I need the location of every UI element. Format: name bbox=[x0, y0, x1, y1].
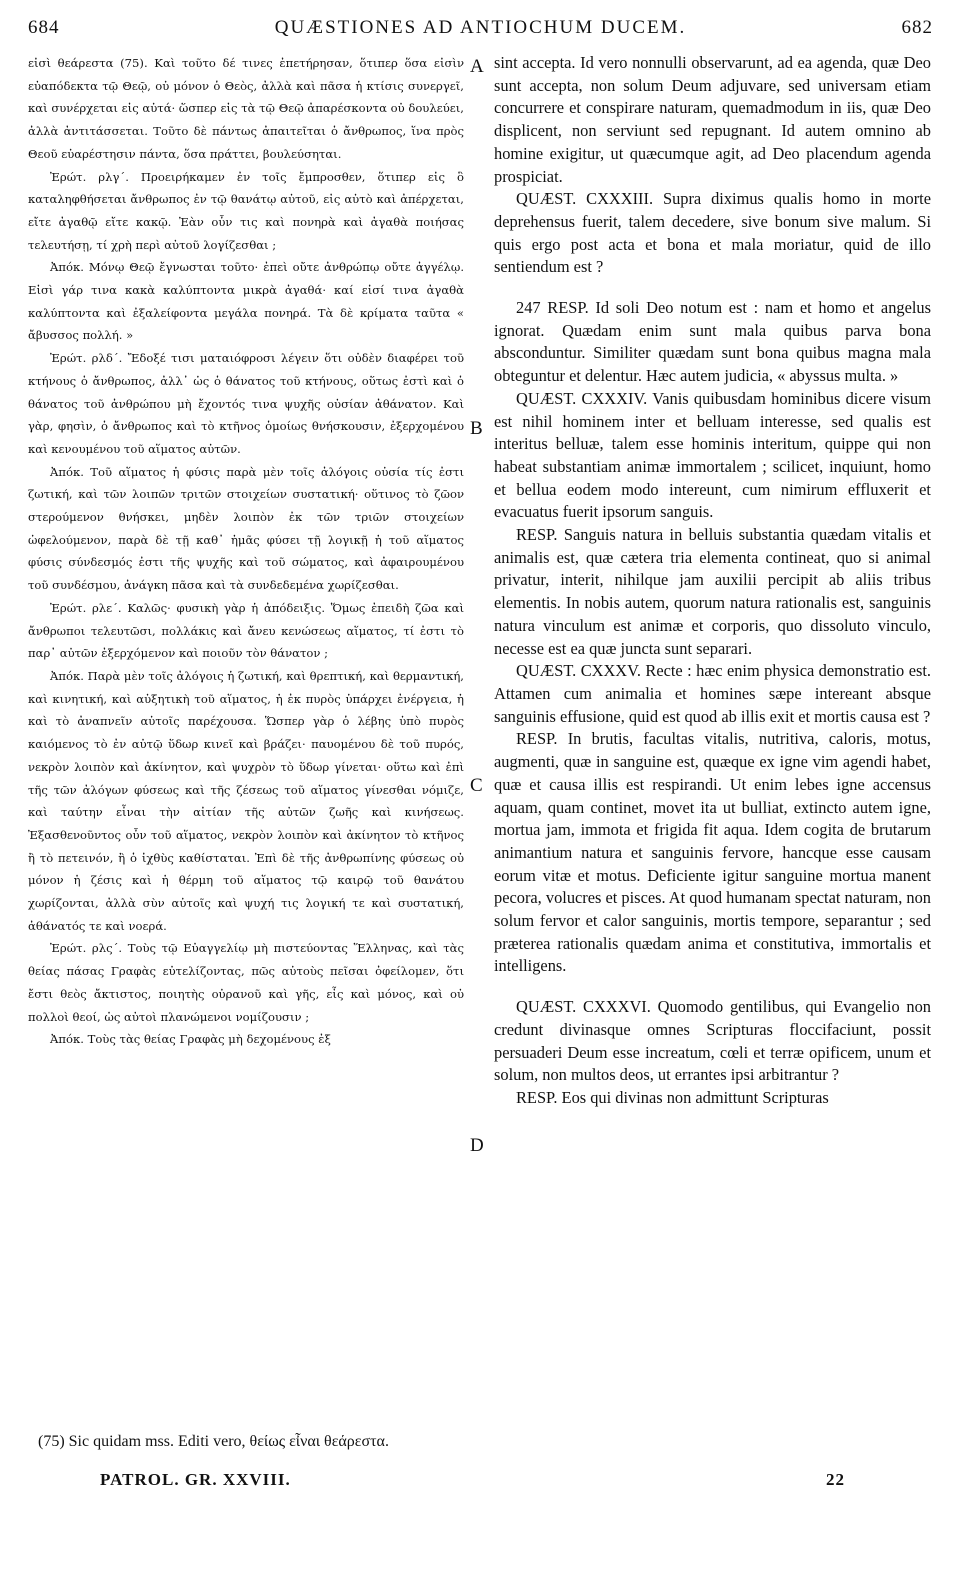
margin-letter-a: A bbox=[470, 56, 484, 77]
greek-paragraph: Ἐρώτ. ρλγ΄. Προειρήκαμεν ἐν τοῖς ἔμπροσθεν, ὅτιπερ εἰς ὃ καταληφθήσεται ἄνθρωπος ἐν τῷ θανάτῳ αὐτοῦ, εἰς αὐτὸ καὶ ἀπέρχεται, εἴτε ἀγαθῷ εἴτε κακῷ. Ἐὰν οὖν τις καὶ πονηρὰ καὶ ἀγαθὰ ποιήσας τελευτήσῃ, τί χρὴ περὶ αὐτοῦ λογίζεσθαι ; bbox=[28, 169, 464, 252]
latin-paragraph: QUÆST. CXXXIII. Supra diximus qualis homo in morte deprehensus fuerit, talem decedere, sive bonum sive malum. Si quis ergo post acta et bona et mala moriatur, quid de illo sentiendum est ? bbox=[494, 189, 931, 277]
greek-paragraph: Ἀπόκ. Παρὰ μὲν τοῖς ἀλόγοις ἡ ζωτική, καὶ θρεπτική, καὶ θερμαντική, καὶ κινητική, καὶ αὐξητικὴ τοῦ αἵματος, ἡ ἐκ πυρὸς ὑπάρχει ἐνέργεια, ἡ καὶ τὸ ἀναπνεῖν αὐτοῖς παρέχουσα. Ὥσπερ γὰρ ὁ λέβης ὑπὸ πυρὸς καιόμενος τὸ ἐν αὐτῷ ὕδωρ κινεῖ καὶ βράζει· παυομένου δὲ τοῦ πυρός, νεκρὸν λοιπὸν καὶ ἀκίνητον, καὶ ψυχρὸν τὸ ὕδωρ γίνεται· οὕτω καὶ ἐπὶ τῆς τῶν ἀλόγων φύσεως καὶ τῆς ζέσεως τοῦ αἵματος γίνεσθαι νόμιζε, καὶ ταύτην εἶναι τὴν αἰτίαν τῆς αὐτῶν ζωῆς καὶ κινήσεως. Ἐξασθενοῦντος οὖν τοῦ αἵματος, νεκρὸν λοιπὸν καὶ ἀκίνητον τὸ κτῆνος ἢ τὸ πετεινόν, ἢ ὁ ἰχθὺς καθίσταται. Ἐπὶ δὲ τῆς ἀνθρωπίνης φύσεως οὐ μόνον ἡ ζέσις καὶ ἡ θέρμη τοῦ αἵματος τῷ καιρῷ τοῦ θανάτου χωρίζονται, ἀλλὰ σὺν αὐτοῖς καὶ ψυχή τις λογική τε καὶ συστατική, ἀθάνατός τε καὶ νοερά. bbox=[28, 668, 464, 933]
greek-paragraph: Ἐρώτ. ρλς΄. Τοὺς τῷ Εὐαγγελίῳ μὴ πιστεύοντας Ἕλληνας, καὶ τὰς θείας πάσας Γραφὰς εὐτελίζοντας, πῶς αὐτοὺς πεῖσαι ὀφείλομεν, ὅτι ἔστι θεὸς ἄκτιστος, ποιητὴς οὐρανοῦ καὶ γῆς, εἷς καὶ μόνος, καὶ οὐ πολλοὶ θεοί, ὡς αὐτοὶ πλανώμενοι νομίζουσιν ; bbox=[28, 941, 464, 1024]
page-footer bbox=[100, 1470, 845, 1490]
latin-paragraph: RESP. In brutis, facultas vitalis, nutritiva, caloris, motus, augmenti, quæ in sanguine est, quæque ex igne vim agendi habet, quæ et causa illis est respirandi. Ut enim lebes igne accensus aquam, quam continet, movet ita ut bulliat, extincto autem igne, mortua jam, immota et frigida fit aqua. Idem cogita de brutarum animantium natura et sanguinis fervore, hancque esse causam eorum vitæ et motus. Deficiente igitur sanguine mortua manent pecora, volucres et pisces. At quod humanam spectat naturam, non solum fervor et calor sanguinis, mortis tempore, separantur ; sed præterea rationalis quædam anima et constitutiva, immortalis et intelligens. bbox=[494, 729, 931, 976]
running-header bbox=[28, 12, 933, 44]
right-page-number: 682 bbox=[901, 17, 933, 38]
latin-paragraph: 247 RESP. Id soli Deo notum est : nam et homo et angelus ignorat. Quædam enim sunt mala quibus parva bona absconduntur. Similiter quædam sunt bona quibus magna mala obteguntur et delentur. Hæc autem judicia, « abyssus multa. » bbox=[494, 298, 931, 386]
greek-paragraph: Ἐρώτ. ρλε΄. Καλῶς· φυσικὴ γὰρ ἡ ἀπόδειξις. Ὅμως ἐπειδὴ ζῶα καὶ ἄνθρωποι τελευτῶσι, πολλάκις καὶ ἄνευ κενώσεως αἵματος, τί ἐστι τὸ παρ᾽ αὐτῶν ἐξερχόμενον καὶ ποιοῦν τὸν θάνατον ; bbox=[28, 600, 464, 661]
margin-letter-b: B bbox=[470, 418, 483, 439]
paragraph-gap bbox=[494, 279, 931, 297]
latin-paragraph: QUÆST. CXXXV. Recte : hæc enim physica demonstratio est. Attamen cum animalia et homines sæpe intereant absque sanguinis effusione, quid est quod ab illis exit et mortis causa est ? bbox=[494, 661, 931, 726]
running-title: QUÆSTIONES AD ANTIOCHUM DUCEM. bbox=[274, 17, 687, 38]
greek-paragraph: Ἐρώτ. ρλδ΄. Ἔδοξέ τισι ματαιόφροσι λέγειν ὅτι οὐδὲν διαφέρει τοῦ κτήνους ὁ ἄνθρωπος, ἀλλ᾽ ὡς ὁ θάνατος τοῦ κτήνους, οὕτως ἐστὶ καὶ ὁ θάνατος τοῦ ἀνθρώπου μὴ ἔχοντός τινα ψυχῆς οὐσίαν ἀθάνατον. Καὶ γὰρ, φησὶν, ὁ ἄνθρωπος καὶ τὸ κτῆνος ὁμοίως θνήσκουσιν, ἐξερχομένου καὶ κενουμένου τοῦ αἵματος αὐτῶν. bbox=[28, 351, 464, 456]
greek-paragraph: Ἀπόκ. Μόνῳ Θεῷ ἔγνωσται τοῦτο· ἐπεὶ οὔτε ἀνθρώπῳ οὔτε ἀγγέλῳ. Εἰσὶ γάρ τινα κακὰ καλύπτοντα μικρὰ ἀγαθά· καί εἰσί τινα ἀγαθὰ καλύπτοντα καὶ ἐξαλείφοντα μεγάλα πονηρά. Τὰ δὲ κρίματα ταῦτα « ἄβυσσος πολλή. » bbox=[28, 260, 464, 343]
latin-column bbox=[494, 52, 931, 1110]
series-signature: PATROL. GR. XXVIII. bbox=[100, 1470, 291, 1489]
latin-paragraph: sint accepta. Id vero nonnulli observarunt, ad ea agenda, quæ Deo sunt accepta, non solum Deum adjuvare, sed universam etiam concurrere et conspirare naturam, quemadmodum in iis, quæ Deo displicent, non serviunt sed repugnant. Id autem omnino ab homine exigitur, ut quæcumque agit, ad Deo placendum agenda prospiciat. bbox=[494, 53, 931, 186]
left-page-number: 684 bbox=[28, 17, 60, 38]
greek-column bbox=[28, 52, 464, 1051]
latin-paragraph: QUÆST. CXXXIV. Vanis quibusdam hominibus dicere visum est nihil hominem inter et belluam interesse, sed qualis est interitus belluæ, talem esse hominis interitum, quippe qui non habeat substantiam animæ immortalem ; scilicet, inquiunt, homo et bellua eodem modo intereunt, cum nimirum effluxerit et evacuatus fuerit ipsorum sanguis. bbox=[494, 388, 931, 522]
greek-paragraph: εἰσὶ θεάρεστα (75). Καὶ τοῦτο δέ τινες ἐπετήρησαν, ὅτιπερ ὅσα εἰσὶν εὐαπόδεκτα τῷ Θεῷ, οὐ μόνον ὁ Θεὸς, ἀλλὰ καὶ πᾶσα ἡ κτίσις συνεργεῖ, καὶ συνέρχεται εἰς αὐτά· ὥσπερ εἰς τὰ τῷ Θεῷ ἀπαρέσκοντα οὐ δουλεύει, ἀλλὰ ἀντιτάσσεται. Τοῦτο δὲ πάντως ἀπαιτεῖται ὁ ἄνθρωπος, ἵνα πρὸς Θεοῦ εὐαρέστησιν πάντα, ὅσα πράττει, βουλεύσηται. bbox=[28, 56, 464, 161]
margin-letter-c: C bbox=[470, 775, 483, 796]
latin-paragraph: QUÆST. CXXXVI. Quomodo gentilibus, qui Evangelio non credunt divinasque omnes Scripturas floccifaciunt, possit persuaderi Deum esse increatum, cœli et terræ opificem, unum et solum, non multos deos, ut errantes ipsi arbitrantur ? bbox=[494, 997, 931, 1085]
gathering-number: 22 bbox=[826, 1470, 845, 1489]
margin-letter-d: D bbox=[470, 1135, 484, 1156]
footnote: (75) Sic quidam mss. Editi vero, θείως εἶναι θεάρεστα. bbox=[38, 1433, 389, 1450]
latin-paragraph: RESP. Sanguis natura in belluis substantia quædam vitalis et animalis est, quæ cætera tria elementa contineat, quo si animal privatur, interit, nihilque jam auxilii percipit ab aliis tribus elementis. In nobis autem, quorum natura rationalis est, sanguinis natura vinculum est animæ et corporis, quo dissoluto vinculo, necesse est ea quæ juncta sunt separari. bbox=[494, 525, 931, 658]
latin-paragraph: RESP. Eos qui divinas non admittunt Scripturas bbox=[516, 1087, 829, 1107]
paragraph-gap bbox=[494, 978, 931, 996]
greek-paragraph: Ἀπόκ. Τοὺς τὰς θείας Γραφὰς μὴ δεχομένους ἐξ bbox=[50, 1032, 331, 1047]
greek-paragraph: Ἀπόκ. Τοῦ αἵματος ἡ φύσις παρὰ μὲν τοῖς ἀλόγοις οὐσία τίς ἐστι ζωτική, καὶ τῶν λοιπῶν τριτῶν στοιχείων συστατική· οὕτινος τὸ ζῶον στερούμενον θνήσκει, μηδὲν λοιπὸν ἐκ τῶν τριῶν στοιχείων ὠφελούμενον, παρὰ δὲ τῇ καθ᾽ ἡμᾶς φύσει τῇ λογικῇ ἡ τοῦ αἵματος φύσις σύνδεσμός ἐστι τῆς ψυχῆς καὶ τοῦ σώματος, καὶ ἀφαιρουμένου τοῦ συνδέσμου, ἀνάγκη πᾶσα καὶ τὰ συνδεδεμένα χωρίζεσθαι. bbox=[28, 464, 464, 593]
